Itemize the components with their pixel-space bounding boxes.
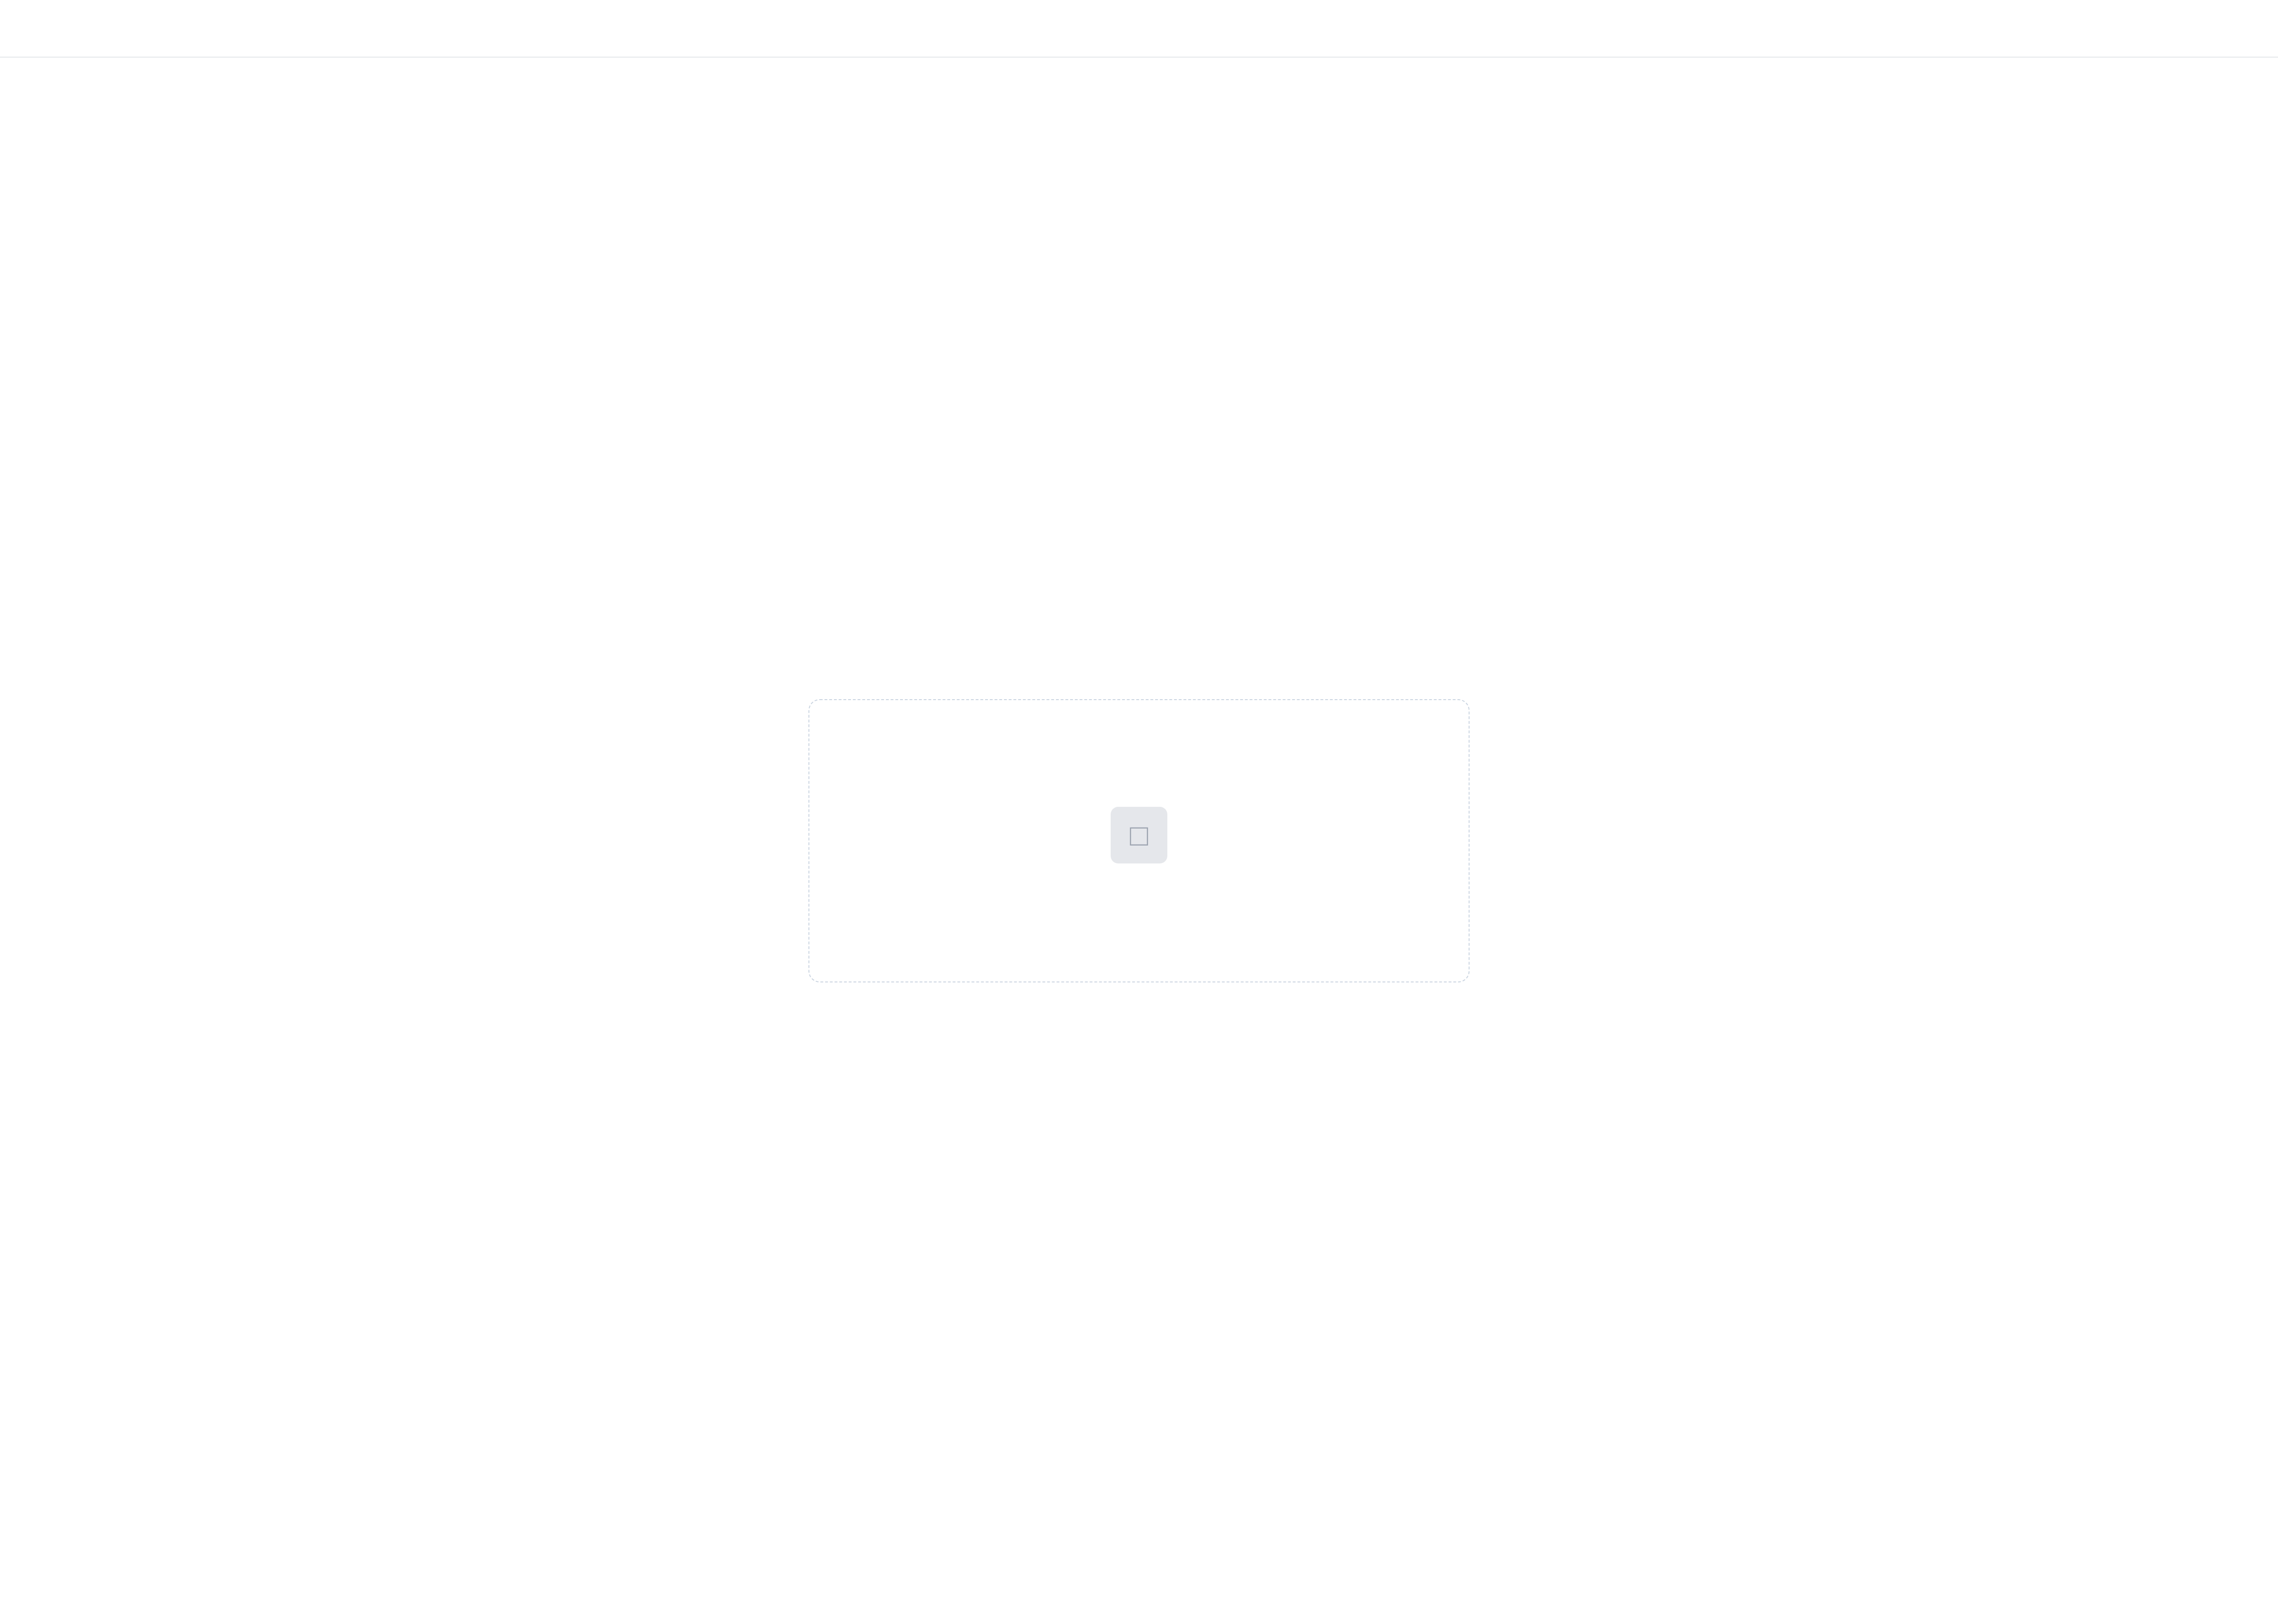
page-header [0,0,2278,58]
image-placeholder-icon: □ [1111,807,1167,863]
placeholder-panel [808,699,1470,982]
main-area [0,58,2278,1624]
